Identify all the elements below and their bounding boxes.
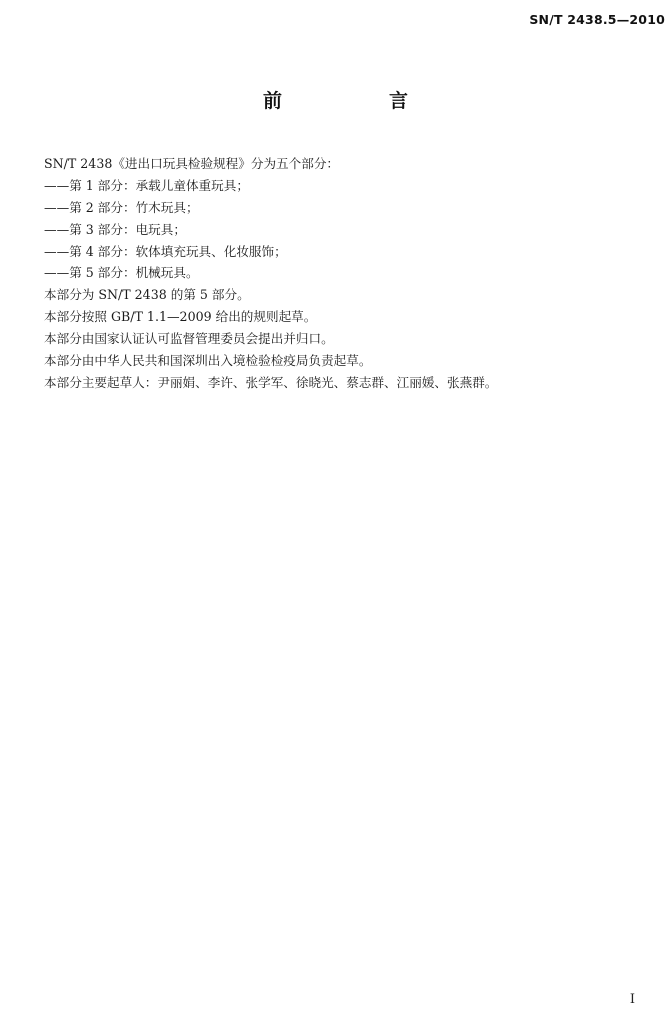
- document-code: SN/T 2438.5—2010: [529, 12, 665, 27]
- scope-line: 本部分为 SN/T 2438 的第 5 部分。: [44, 287, 250, 303]
- page-number: I: [629, 992, 635, 1007]
- part-1-line: ——第 1 部分：承载儿童体重玩具；: [44, 177, 249, 193]
- page-title: 前 言: [262, 90, 452, 112]
- part-4-line: ——第 4 部分：软体填充玩具、化妆服饰；: [44, 243, 287, 259]
- intro-line: SN/T 2438《进出口玩具检验规程》分为五个部分：: [44, 156, 340, 171]
- drafting-rule-line: 本部分按照 GB/T 1.1—2009 给出的规则起草。: [44, 309, 317, 325]
- part-5-line: ——第 5 部分：机械玩具。: [44, 265, 199, 281]
- drafting-org-line: 本部分由中华人民共和国深圳出入境检验检疫局负责起草。: [44, 353, 372, 369]
- drafters-line: 本部分主要起草人：尹丽娟、李许、张学军、徐晓光、蔡志群、江丽媛、张燕群。: [44, 374, 498, 390]
- foreword-body: [44, 153, 644, 394]
- proposer-line: 本部分由国家认证认可监督管理委员会提出并归口。: [44, 331, 334, 347]
- part-2-line: ——第 2 部分：竹木玩具；: [44, 199, 199, 215]
- part-3-line: ——第 3 部分：电玩具；: [44, 221, 186, 237]
